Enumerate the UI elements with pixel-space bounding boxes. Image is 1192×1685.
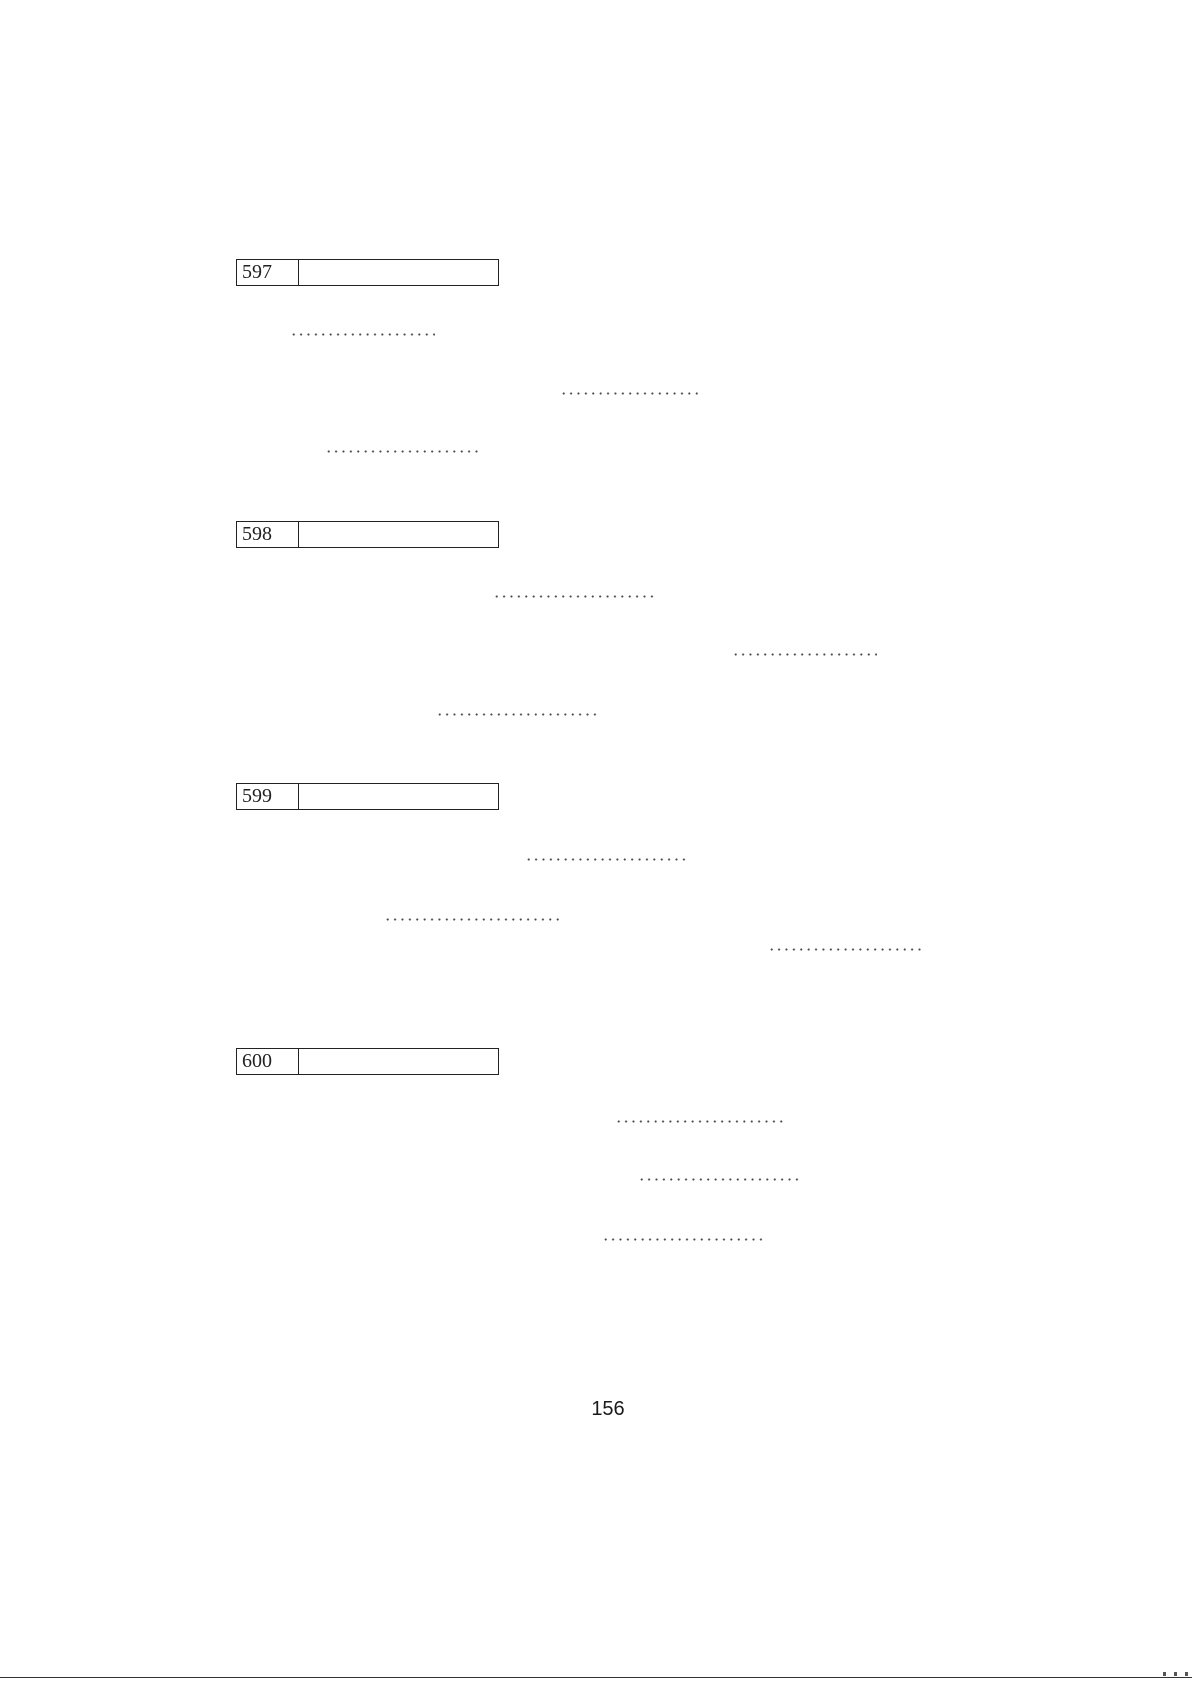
fill-in-blank (768, 948, 924, 951)
fill-in-blank (290, 333, 435, 336)
question-597-box (236, 259, 499, 286)
question-600-box (236, 1048, 499, 1075)
question-number: 600 (237, 1049, 299, 1074)
fill-in-blank (493, 595, 655, 598)
fill-in-blank (325, 450, 480, 453)
bottom-rule (0, 1677, 1192, 1678)
scan-mark (1174, 1672, 1177, 1676)
answer-box (299, 784, 498, 809)
fill-in-blank (732, 653, 877, 656)
question-number: 597 (237, 260, 299, 285)
question-598-box (236, 521, 499, 548)
question-number: 598 (237, 522, 299, 547)
answer-box (299, 1049, 498, 1074)
fill-in-blank (525, 858, 688, 861)
question-599-box (236, 783, 499, 810)
fill-in-blank (602, 1238, 766, 1241)
answer-box (299, 260, 498, 285)
answer-box (299, 522, 498, 547)
fill-in-blank (384, 918, 560, 921)
page-number: 156 (591, 1398, 625, 1420)
fill-in-blank (615, 1120, 786, 1123)
scan-mark (1185, 1672, 1188, 1676)
fill-in-blank (560, 392, 702, 395)
scan-mark (1163, 1672, 1166, 1676)
fill-in-blank (436, 713, 599, 716)
question-number: 599 (237, 784, 299, 809)
fill-in-blank (638, 1178, 801, 1181)
